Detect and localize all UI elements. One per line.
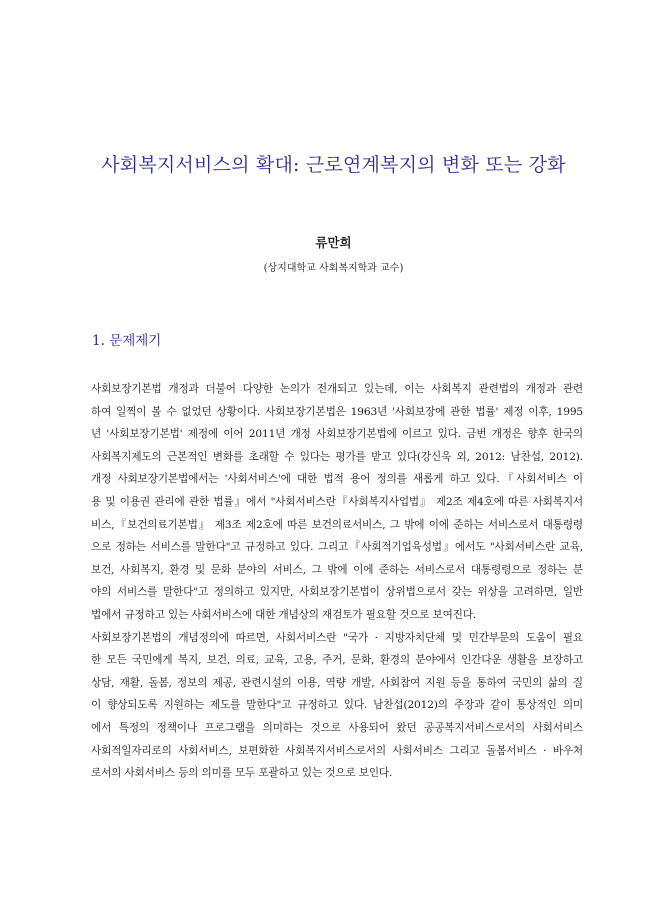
body-paragraphs bbox=[91, 378, 583, 785]
text-line: 에서 특정의 정책이나 프로그램을 의미하는 것으로 사용되어 왔던 공공복지서비스로서의 사회서비스 bbox=[91, 721, 583, 734]
paper-title: 사회복지서비스의 확대: 근로연계복지의 변화 또는 강화 bbox=[101, 154, 566, 176]
text-line: 비스,『보건의료기본법』 제3조 제2호에 따른 보건의료서비스, 그 밖에 이에 준하는 서비스로서 대통령령 bbox=[91, 518, 583, 531]
author-name: 류만희 bbox=[315, 235, 352, 250]
text-line: 으로 정하는 서비스를 말한다"고 규정하고 있다. 그리고『사회적기업육성법』에서도 "사회서비스란 교육, bbox=[91, 541, 583, 554]
text-line: 법에서 규정하고 있는 사회서비스에 대한 개념상의 재검토가 필요할 것으로 보여진다. bbox=[91, 608, 477, 621]
text-line: 보건, 사회복지, 환경 및 문화 분야의 서비스, 그 밖에 이에 준하는 서비스로서 대통령령으로 정하는 분 bbox=[91, 563, 583, 576]
text-line: 한 모든 국민에게 복지, 보건, 의료, 교육, 고용, 주거, 문화, 환경의 분야에서 인간다운 생활을 보장하고 bbox=[91, 654, 583, 667]
text-line: 하여 일찍이 볼 수 없었던 상황이다. 사회보장기본법은 1963년 '사회보장에 관한 법률' 제정 이후, 1995 bbox=[91, 405, 583, 418]
text-line: 이 향상되도록 지원하는 제도를 말한다"고 규정하고 있다. 남찬섭(2012)의 주장과 같이 통상적인 의미 bbox=[91, 699, 583, 712]
text-line: 사회보장기본법의 개념정의에 따르면, 사회서비스란 "국가 · 지방자치단체 및 민간부문의 도움이 필요 bbox=[91, 631, 583, 644]
text-line: 사회적일자리로의 사회서비스, 보편화한 사회복지서비스로서의 사회서비스 그리고 돌봄서비스 · 바우처 bbox=[91, 744, 583, 757]
text-line: 개정 사회보장기본법에서는 '사회서비스'에 대한 법적 용어 정의를 새롭게 하고 있다.『사회서비스 이 bbox=[91, 473, 583, 486]
text-line: 로서의 사회서비스 등의 의미를 모두 포괄하고 있는 것으로 보인다. bbox=[91, 767, 393, 780]
text-line: 용 및 이용권 관리에 관한 법률』에서 "사회서비스란『사회복지사업법』 제2조 제4호에 따른 사회복지서 bbox=[91, 495, 583, 508]
section-heading: 1. 문제제기 bbox=[92, 333, 162, 349]
text-line: 사회보장기본법 개정과 더불어 다양한 논의가 전개되고 있는데, 이는 사회복지 관련법의 개정과 관련 bbox=[91, 383, 583, 395]
text-line: 야의 서비스를 말한다"고 정의하고 있지만, 사회보장기본법이 상위법으로서 갖는 위상을 고려하면, 일반 bbox=[91, 586, 583, 599]
text-line: 사회복지제도의 근본적인 변화를 초래할 수 있다는 평가를 받고 있다(강신욱 외, 2012: 남찬섭, 2012). bbox=[91, 450, 583, 463]
author-affiliation: (상지대학교 사회복지학과 교수) bbox=[263, 263, 404, 274]
text-line: 상담, 재활, 돌봄, 정보의 제공, 관련시설의 이용, 역량 개발, 사회참여 지원 등을 통하여 국민의 삶의 질 bbox=[91, 676, 583, 689]
text-line: 년 '사회보장기본법' 제정에 이어 2011년 개정 사회보장기본법에 이르고 있다. 금번 개정은 향후 한국의 bbox=[91, 428, 583, 441]
